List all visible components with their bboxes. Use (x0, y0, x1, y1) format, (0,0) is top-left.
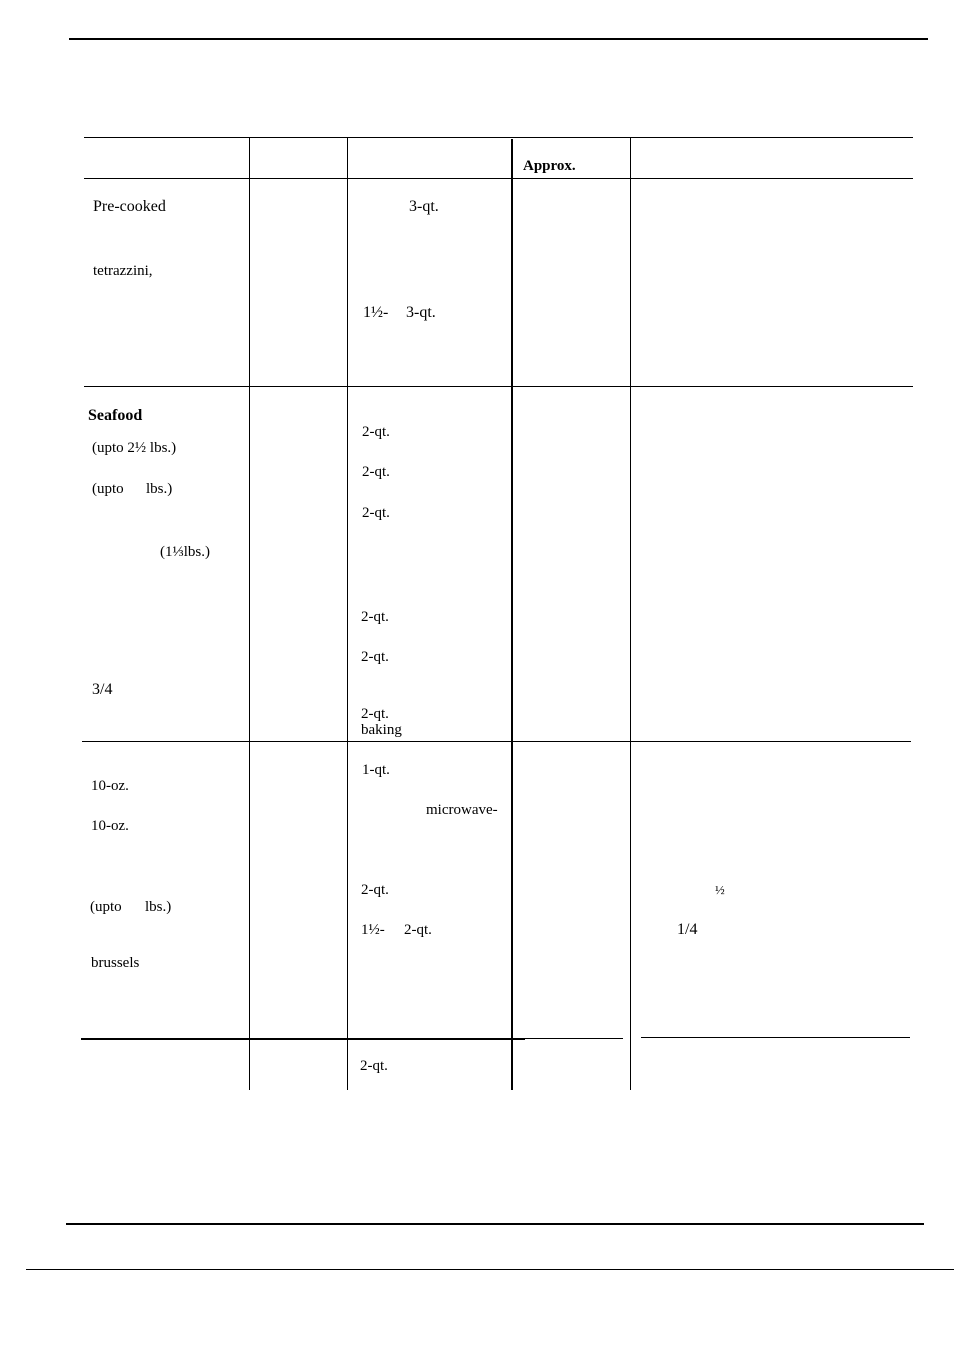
row3-bottom-border-right (641, 1037, 910, 1038)
footer-rule (66, 1223, 924, 1225)
row3-col3-line2: microwave- (426, 802, 498, 818)
row3-col3-line4a: 1½- (361, 922, 385, 938)
header-bottom-border (84, 178, 913, 179)
row3-bottom-border-mid (525, 1038, 623, 1039)
row3-col3-line3: 2-qt. (361, 882, 389, 898)
row2-col3-line5: 2-qt. (361, 649, 389, 665)
row3-col1-line1: 10-oz. (91, 778, 129, 794)
row3-col1-line3b: lbs.) (145, 899, 172, 915)
row2-col1-seafood: Seafood (88, 407, 143, 424)
row1-col3-line2a: 1½- (363, 304, 389, 321)
row2-col3-line3: 2-qt. (362, 505, 390, 521)
row3-col3-line1: 1-qt. (362, 762, 390, 778)
row3-col3-line4b: 2-qt. (404, 922, 432, 938)
row1-col1-line2: tetrazzini, (93, 263, 153, 279)
row2-col1-line5: 3/4 (92, 681, 113, 698)
row3-col1-line4: brussels (91, 955, 140, 971)
row1-col3-line1: 3-qt. (409, 198, 439, 215)
row2-col1-line4: (1⅓lbs.) (160, 544, 210, 560)
row2-col1-line2: (upto 2½ lbs.) (92, 440, 177, 456)
row3-col5-line2: 1/4 (677, 921, 698, 938)
row2-col3-line7: baking (361, 722, 402, 738)
row4-col3-line1: 2-qt. (360, 1058, 388, 1074)
row1-col1-line1: Pre-cooked (93, 198, 166, 215)
col-divider-2 (347, 137, 348, 1090)
top-rule (69, 38, 928, 40)
row1-col3-line2b: 3-qt. (406, 304, 436, 321)
col-divider-3 (511, 139, 513, 1090)
row2-col3-line6: 2-qt. (361, 706, 389, 722)
row2-col3-line2: 2-qt. (362, 464, 390, 480)
row2-bottom-border (82, 741, 911, 742)
row2-col1-line3a: (upto (92, 481, 124, 497)
page-bottom-rule (26, 1269, 954, 1270)
row1-bottom-border (84, 386, 913, 387)
row3-bottom-border-left (81, 1038, 525, 1040)
row3-col1-line2: 10-oz. (91, 818, 129, 834)
header-approx: Approx. (523, 158, 576, 174)
row2-col3-line1: 2-qt. (362, 424, 390, 440)
table-top-border (84, 137, 913, 138)
col-divider-1 (249, 137, 250, 1090)
row2-col1-line3b: lbs.) (146, 481, 173, 497)
row3-col1-line3a: (upto (90, 899, 122, 915)
row2-col3-line4: 2-qt. (361, 609, 389, 625)
row3-col5-line1: ½ (715, 882, 725, 897)
col-divider-4 (630, 137, 631, 1090)
